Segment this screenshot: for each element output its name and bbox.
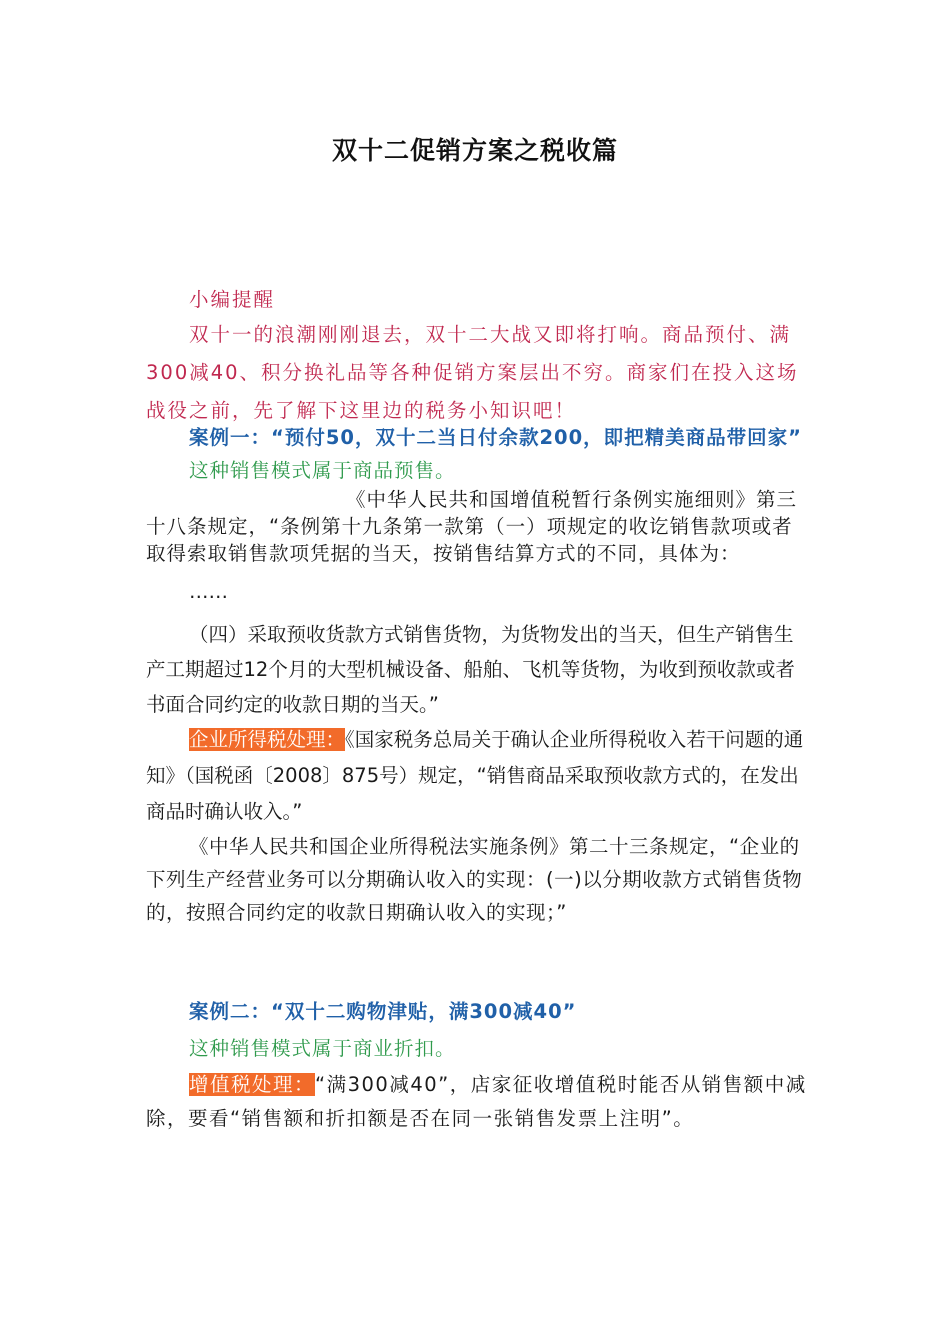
case1-ellipsis: …… bbox=[189, 580, 228, 603]
case2-mode: 这种销售模式属于商业折扣。 bbox=[189, 1037, 456, 1060]
case2-vat bbox=[146, 1068, 808, 1136]
case1-item4: （四）采取预收货款方式销售货物，为货物发出的当天，但生产销售生产工期超过12个月的大型机械设备、船舶、飞机等货物，为收到预收款或者书面合同约定的收款日期的当天。” bbox=[146, 623, 795, 716]
reminder-text: 双十一的浪潮刚刚退去，双十二大战又即将打响。商品预付、满300减40、积分换礼品等各种促销方案层出不穷。商家们在投入这场战役之前，先了解下这里边的税务小知识吧！ bbox=[146, 323, 799, 422]
income-tax-text: 《国家税务总局关于确认企业所得税收入若干问题的通知》（国税函〔2008〕875号）规定，“销售商品采取预收款方式的，在发出商品时确认收入。” bbox=[146, 728, 804, 823]
case1-section bbox=[146, 420, 808, 929]
case1-law2: 《中华人民共和国企业所得税法实施条例》第二十三条规定，“企业的下列生产经营业务可以分期确认收入的实现：(一)以分期收款方式销售货物的，按照合同约定的收款日期确认收入的实现；” bbox=[146, 835, 803, 924]
case1-mode: 这种销售模式属于商品预售。 bbox=[189, 459, 456, 482]
reminder-section bbox=[146, 284, 808, 430]
case1-heading: 案例一：“预付50，双十二当日付余款200，即把精美商品带回家” bbox=[189, 426, 802, 449]
case1-law1: 《中华人民共和国增值税暂行条例实施细则》第三十八条规定，“条例第十九条第一款第（一）项规定的收讫销售款项或者取得索取销售款项凭据的当天，按销售结算方式的不同，具体为： bbox=[146, 488, 798, 565]
vat-text: “满300减40”，店家征收增值税时能否从销售额中减除，要看“销售额和折扣额是否在同一张销售发票上注明”。 bbox=[146, 1073, 807, 1130]
vat-label: 增值税处理： bbox=[189, 1073, 316, 1096]
income-tax-label: 企业所得税处理： bbox=[189, 728, 346, 751]
case2-section bbox=[146, 994, 808, 1136]
reminder-heading: 小编提醒 bbox=[189, 288, 276, 311]
document-title: 双十二促销方案之税收篇 bbox=[331, 136, 618, 165]
case2-heading: 案例二：“双十二购物津贴，满300减40” bbox=[189, 1000, 577, 1023]
case1-income-tax bbox=[146, 722, 808, 830]
